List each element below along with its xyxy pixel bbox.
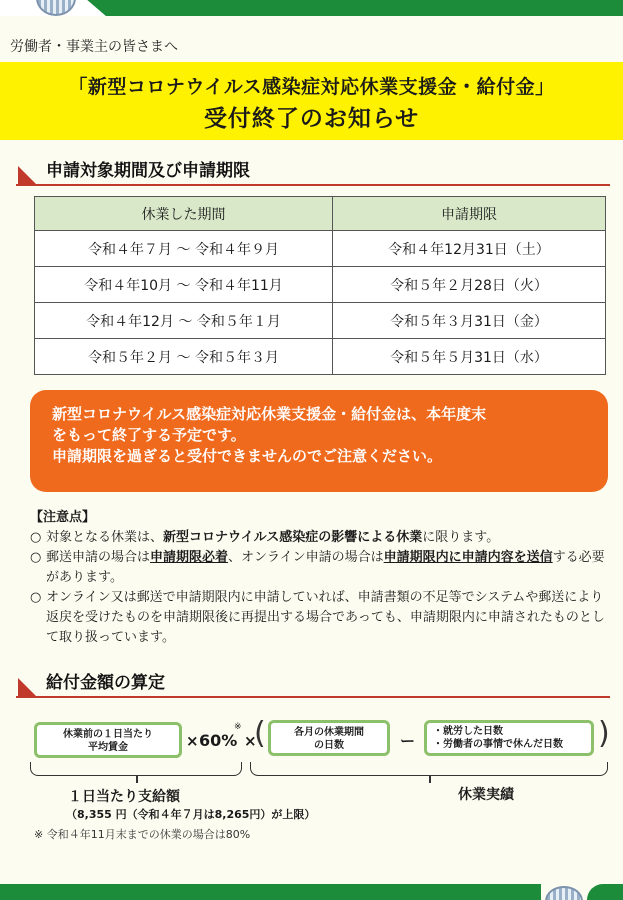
brace-actual [250,762,608,776]
formula-box-text: 休業前の１日当たり [63,729,153,740]
times-operator: × [186,732,199,750]
open-paren: ( [254,716,266,751]
minus-operator: ー [400,732,416,750]
rate-footnote: ※ 令和４年11月末までの休業の場合は80% [34,828,251,841]
top-green-band [0,0,623,16]
notes-title: 【注意点】 [30,510,96,525]
benefit-formula [0,712,623,842]
table-row [35,339,606,375]
table-cell-period: 令和４年７月 ～ 令和４年９月 [35,231,333,267]
end-notice-box [30,390,608,492]
note-text: 郵送申請の場合は [46,550,151,565]
formula-box-text: ・就労した日数 [433,726,503,737]
note-underline-emphasis: 申請期限必着 [150,550,229,565]
table-row [35,267,606,303]
note-text: 、オンライン申請の場合は [228,550,384,565]
note-item [30,528,610,548]
section-heading-period [16,158,610,186]
formula-box-text: の日数 [314,740,344,751]
table-cell-deadline: 令和４年12月31日（土） [333,231,606,267]
period-table [34,196,606,375]
close-paren: ) [598,716,610,751]
rate-footnote-mark: ※ [234,722,242,732]
table-cell-period: 令和４年10月 ～ 令和４年11月 [35,267,333,303]
formula-box-average-wage [34,722,182,758]
notice-line: 新型コロナウイルス感染症対応休業支援金・給付金は、本年度末 [52,405,487,423]
notes-section [30,508,610,648]
notice-line: をもって終了する予定です。 [52,426,246,444]
banner-title-line2: 受付終了のお知らせ [203,106,420,132]
actual-leave-label: 休業実績 [458,787,514,803]
note-underline-emphasis: 申請期限内に申請内容を送信 [383,550,553,565]
top-decoration-bar [0,0,623,16]
section-marker-icon [18,678,36,696]
formula-box-excluded-days [424,720,594,756]
daily-amount-cap: （8,355 円（令和４年７月は8,265円）が上限） [66,808,316,821]
table-header-cell: 休業した期間 [35,197,333,231]
table-header-cell: 申請期限 [333,197,606,231]
note-text: に限ります。 [422,530,500,545]
table-header-row [35,197,606,231]
formula-box-text: ・労働者の事情で休んだ日数 [433,739,563,750]
formula-box-leave-days [268,720,390,756]
bottom-decoration-bar [0,884,623,900]
rate-percent: 60% [199,731,238,750]
circle-bullet-icon: ○ [30,550,42,565]
section-title: 申請対象期間及び申請期限 [46,161,250,181]
table-cell-deadline: 令和５年５月31日（水） [333,339,606,375]
note-text: 対象となる休業は、 [46,530,164,545]
formula-box-text: 平均賃金 [88,742,128,753]
bottom-green-corner [587,884,623,900]
fan-decoration-icon [36,0,76,16]
times-operator: × [244,732,257,750]
section-title: 給付金額の算定 [46,673,165,693]
table-cell-period: 令和５年２月 ～ 令和５年３月 [35,339,333,375]
section-heading-amount [16,670,610,698]
table-row [35,303,606,339]
note-item [30,548,610,588]
table-row [35,231,606,267]
title-banner [0,62,623,140]
note-item [30,588,610,648]
circle-bullet-icon: ○ [30,530,42,545]
banner-title-line1: 「新型コロナウイルス感染症対応休業支援金・給付金」 [68,76,555,98]
formula-box-text: 各月の休業期間 [294,727,364,738]
section-marker-icon [18,166,36,184]
brace-daily [30,762,242,776]
audience-text: 労働者・事業主の皆さまへ [10,39,178,55]
note-text: する必要があります。 [46,550,605,585]
table-cell-deadline: 令和５年３月31日（金） [333,303,606,339]
daily-amount-label: １日当たり支給額 [68,789,180,805]
circle-bullet-icon: ○ [30,590,42,605]
notice-line: 申請期限を過ぎると受付できませんのでご注意ください。 [52,447,443,465]
table-cell-period: 令和４年12月 ～ 令和５年１月 [35,303,333,339]
table-cell-deadline: 令和５年２月28日（火） [333,267,606,303]
note-text: オンライン又は郵送で申請期限内に申請していれば、申請書類の不足等でシステムや郵送により返戻を受けたものを申請期限後に再提出する場合であっても、申請期限内に申請されたものとして取り扱っています。 [46,590,605,645]
note-emphasis: 新型コロナウイルス感染症の影響による休業 [163,530,423,545]
